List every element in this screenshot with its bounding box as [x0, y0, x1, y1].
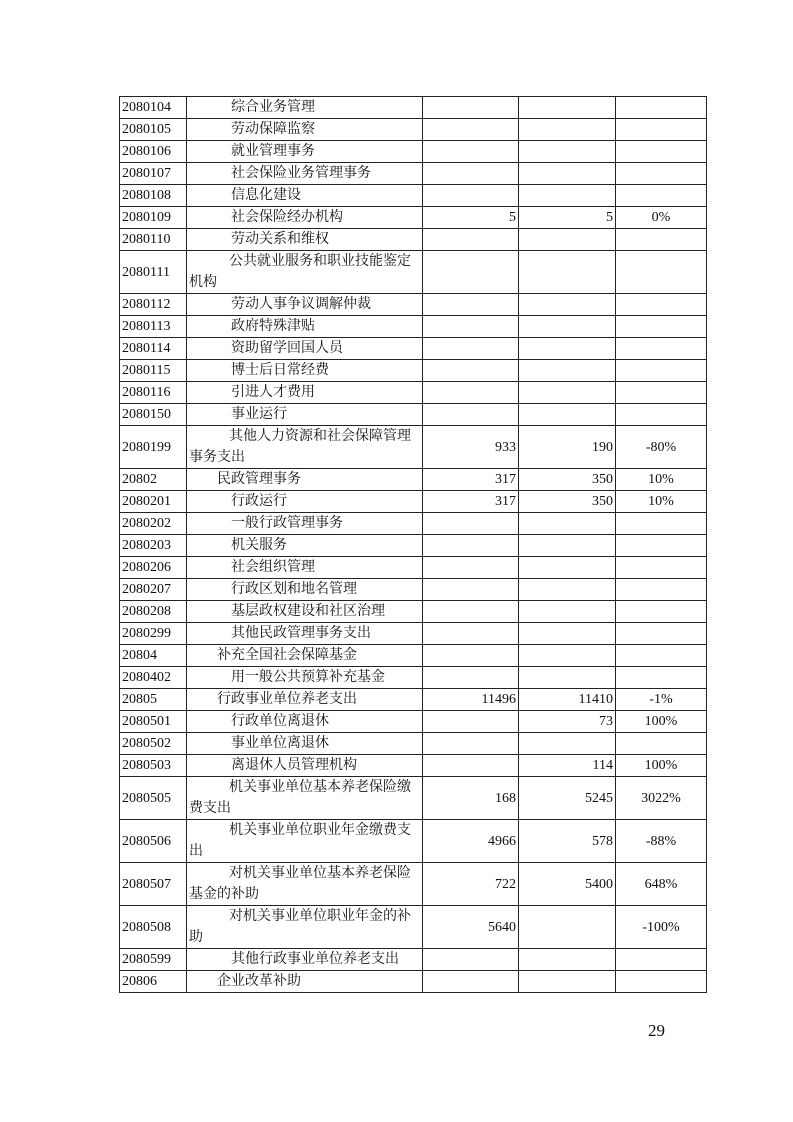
- table-row: [120, 360, 707, 382]
- account-name-cell: [187, 491, 423, 513]
- prior-amount-cell: 933: [423, 426, 519, 469]
- account-code-cell: 2080507: [120, 863, 187, 906]
- account-name-cell: [187, 338, 423, 360]
- change-percent-cell: [616, 338, 707, 360]
- account-code-cell: 20805: [120, 689, 187, 711]
- current-amount-cell: [519, 601, 616, 623]
- table-row: [120, 338, 707, 360]
- table-row: [120, 119, 707, 141]
- current-amount-cell: [519, 185, 616, 207]
- current-amount-cell: [519, 251, 616, 294]
- prior-amount-cell: [423, 755, 519, 777]
- account-name-cell: [187, 141, 423, 163]
- table-row: [120, 645, 707, 667]
- change-percent-cell: [616, 535, 707, 557]
- change-percent-cell: 100%: [616, 755, 707, 777]
- prior-amount-cell: [423, 579, 519, 601]
- current-amount-cell: [519, 733, 616, 755]
- prior-amount-cell: 11496: [423, 689, 519, 711]
- change-percent-cell: -1%: [616, 689, 707, 711]
- account-name-text: 引进人才费用: [231, 385, 315, 400]
- change-percent-cell: 648%: [616, 863, 707, 906]
- account-name-text: 离退休人员管理机构: [231, 758, 357, 773]
- current-amount-cell: 11410: [519, 689, 616, 711]
- change-percent-cell: [616, 949, 707, 971]
- account-name-cell: [187, 229, 423, 251]
- account-code-cell: 2080501: [120, 711, 187, 733]
- change-percent-cell: [616, 360, 707, 382]
- table-row: [120, 601, 707, 623]
- account-name-text: 事业运行: [231, 407, 287, 422]
- current-amount-cell: [519, 316, 616, 338]
- account-name-text: 社会保险经办机构: [231, 210, 343, 225]
- account-code-cell: 2080113: [120, 316, 187, 338]
- account-name-text: 社会保险业务管理事务: [231, 166, 371, 181]
- current-amount-cell: 350: [519, 469, 616, 491]
- current-amount-cell: 73: [519, 711, 616, 733]
- account-name-cell: [187, 557, 423, 579]
- account-name-cell: [187, 820, 423, 863]
- change-percent-cell: [616, 163, 707, 185]
- prior-amount-cell: [423, 163, 519, 185]
- account-code-cell: 2080114: [120, 338, 187, 360]
- current-amount-cell: [519, 906, 616, 949]
- prior-amount-cell: 168: [423, 777, 519, 820]
- change-percent-cell: -80%: [616, 426, 707, 469]
- account-code-cell: 20804: [120, 645, 187, 667]
- account-name-text: 机关服务: [231, 538, 287, 553]
- current-amount-cell: 114: [519, 755, 616, 777]
- account-code-cell: 2080208: [120, 601, 187, 623]
- account-name-text: 一般行政管理事务: [231, 516, 343, 531]
- change-percent-cell: [616, 601, 707, 623]
- account-name-text: 政府特殊津贴: [231, 319, 315, 334]
- prior-amount-cell: [423, 404, 519, 426]
- account-code-cell: 2080299: [120, 623, 187, 645]
- account-code-cell: 2080508: [120, 906, 187, 949]
- account-name-cell: [187, 404, 423, 426]
- account-name-text: 信息化建设: [231, 188, 301, 203]
- account-name-text: 其他人力资源和社会保障管理事务支出: [189, 429, 411, 465]
- account-name-cell: [187, 601, 423, 623]
- current-amount-cell: 5: [519, 207, 616, 229]
- account-code-cell: 2080203: [120, 535, 187, 557]
- account-name-cell: [187, 971, 423, 993]
- table-row: [120, 755, 707, 777]
- table-row: [120, 185, 707, 207]
- account-code-cell: 2080104: [120, 97, 187, 119]
- change-percent-cell: [616, 229, 707, 251]
- account-name-cell: [187, 97, 423, 119]
- change-percent-cell: [616, 141, 707, 163]
- table-row: [120, 163, 707, 185]
- prior-amount-cell: [423, 119, 519, 141]
- account-name-text: 民政管理事务: [217, 472, 301, 487]
- account-code-cell: 2080105: [120, 119, 187, 141]
- table-row: [120, 820, 707, 863]
- account-code-cell: 2080111: [120, 251, 187, 294]
- current-amount-cell: [519, 645, 616, 667]
- account-name-cell: [187, 579, 423, 601]
- account-code-cell: 2080110: [120, 229, 187, 251]
- account-code-cell: 2080199: [120, 426, 187, 469]
- current-amount-cell: [519, 535, 616, 557]
- prior-amount-cell: [423, 601, 519, 623]
- table-row: [120, 863, 707, 906]
- account-name-text: 其他民政管理事务支出: [231, 626, 371, 641]
- account-name-cell: [187, 426, 423, 469]
- account-name-cell: [187, 360, 423, 382]
- account-code-cell: 2080505: [120, 777, 187, 820]
- account-code-cell: 2080502: [120, 733, 187, 755]
- account-name-text: 行政单位离退休: [231, 714, 329, 729]
- account-name-text: 行政运行: [231, 494, 287, 509]
- table-row: [120, 251, 707, 294]
- account-name-cell: [187, 623, 423, 645]
- table-row: [120, 733, 707, 755]
- account-code-cell: 2080506: [120, 820, 187, 863]
- current-amount-cell: [519, 119, 616, 141]
- current-amount-cell: [519, 949, 616, 971]
- table-row: [120, 513, 707, 535]
- account-name-text: 综合业务管理: [231, 100, 315, 115]
- change-percent-cell: [616, 294, 707, 316]
- account-name-text: 社会组织管理: [231, 560, 315, 575]
- change-percent-cell: 10%: [616, 469, 707, 491]
- account-name-cell: [187, 667, 423, 689]
- table-row: [120, 229, 707, 251]
- change-percent-cell: [616, 119, 707, 141]
- account-name-cell: [187, 906, 423, 949]
- account-code-cell: 2080106: [120, 141, 187, 163]
- change-percent-cell: [616, 97, 707, 119]
- account-name-cell: [187, 469, 423, 491]
- account-code-cell: 2080202: [120, 513, 187, 535]
- change-percent-cell: [616, 404, 707, 426]
- current-amount-cell: [519, 338, 616, 360]
- prior-amount-cell: [423, 645, 519, 667]
- account-name-cell: [187, 207, 423, 229]
- table-row: [120, 426, 707, 469]
- account-code-cell: 2080207: [120, 579, 187, 601]
- budget-expenditure-table: [119, 96, 707, 993]
- table-body: [120, 97, 707, 993]
- prior-amount-cell: [423, 711, 519, 733]
- current-amount-cell: [519, 97, 616, 119]
- account-name-cell: [187, 119, 423, 141]
- page-number: 29: [648, 1021, 665, 1040]
- account-code-cell: 2080599: [120, 949, 187, 971]
- account-code-cell: 2080108: [120, 185, 187, 207]
- change-percent-cell: [616, 579, 707, 601]
- current-amount-cell: 5245: [519, 777, 616, 820]
- change-percent-cell: 10%: [616, 491, 707, 513]
- current-amount-cell: [519, 229, 616, 251]
- account-name-text: 资助留学回国人员: [231, 341, 343, 356]
- prior-amount-cell: [423, 185, 519, 207]
- account-code-cell: 2080206: [120, 557, 187, 579]
- account-code-cell: 2080402: [120, 667, 187, 689]
- prior-amount-cell: 4966: [423, 820, 519, 863]
- account-name-text: 基层政权建设和社区治理: [231, 604, 385, 619]
- current-amount-cell: [519, 971, 616, 993]
- account-code-cell: 2080150: [120, 404, 187, 426]
- account-name-text: 机关事业单位职业年金缴费支出: [189, 823, 411, 859]
- prior-amount-cell: [423, 557, 519, 579]
- prior-amount-cell: 5: [423, 207, 519, 229]
- table-row: [120, 316, 707, 338]
- prior-amount-cell: [423, 949, 519, 971]
- account-name-cell: [187, 733, 423, 755]
- current-amount-cell: [519, 557, 616, 579]
- current-amount-cell: [519, 513, 616, 535]
- table-row: [120, 469, 707, 491]
- prior-amount-cell: [423, 382, 519, 404]
- prior-amount-cell: [423, 667, 519, 689]
- prior-amount-cell: [423, 513, 519, 535]
- account-code-cell: 2080107: [120, 163, 187, 185]
- prior-amount-cell: [423, 141, 519, 163]
- current-amount-cell: 5400: [519, 863, 616, 906]
- account-name-text: 对机关事业单位职业年金的补助: [189, 909, 411, 945]
- change-percent-cell: [616, 645, 707, 667]
- account-name-text: 补充全国社会保障基金: [217, 648, 357, 663]
- prior-amount-cell: [423, 971, 519, 993]
- account-name-cell: [187, 294, 423, 316]
- table-row: [120, 623, 707, 645]
- change-percent-cell: -100%: [616, 906, 707, 949]
- table-row: [120, 294, 707, 316]
- account-name-text: 对机关事业单位基本养老保险基金的补助: [189, 866, 411, 902]
- current-amount-cell: [519, 163, 616, 185]
- table-row: [120, 141, 707, 163]
- prior-amount-cell: [423, 338, 519, 360]
- account-name-text: 机关事业单位基本养老保险缴费支出: [189, 780, 411, 816]
- prior-amount-cell: [423, 623, 519, 645]
- prior-amount-cell: [423, 360, 519, 382]
- change-percent-cell: [616, 557, 707, 579]
- account-name-text: 博士后日常经费: [231, 363, 329, 378]
- account-name-cell: [187, 382, 423, 404]
- account-name-text: 行政事业单位养老支出: [217, 692, 357, 707]
- current-amount-cell: [519, 360, 616, 382]
- prior-amount-cell: 317: [423, 469, 519, 491]
- table-row: [120, 97, 707, 119]
- change-percent-cell: [616, 667, 707, 689]
- table-row: [120, 667, 707, 689]
- prior-amount-cell: [423, 316, 519, 338]
- account-name-cell: [187, 755, 423, 777]
- account-code-cell: 2080109: [120, 207, 187, 229]
- account-name-text: 劳动关系和维权: [231, 232, 329, 247]
- current-amount-cell: 350: [519, 491, 616, 513]
- account-name-text: 企业改革补助: [217, 974, 301, 989]
- account-name-cell: [187, 513, 423, 535]
- prior-amount-cell: 5640: [423, 906, 519, 949]
- change-percent-cell: 100%: [616, 711, 707, 733]
- account-name-cell: [187, 689, 423, 711]
- change-percent-cell: [616, 382, 707, 404]
- account-code-cell: 2080116: [120, 382, 187, 404]
- change-percent-cell: [616, 971, 707, 993]
- account-name-cell: [187, 777, 423, 820]
- prior-amount-cell: 722: [423, 863, 519, 906]
- account-code-cell: 2080112: [120, 294, 187, 316]
- prior-amount-cell: [423, 97, 519, 119]
- change-percent-cell: [616, 733, 707, 755]
- change-percent-cell: [616, 316, 707, 338]
- account-name-cell: [187, 185, 423, 207]
- table-row: [120, 689, 707, 711]
- table-row: [120, 579, 707, 601]
- account-name-cell: [187, 535, 423, 557]
- table-row: [120, 382, 707, 404]
- table-row: [120, 491, 707, 513]
- account-name-cell: [187, 863, 423, 906]
- prior-amount-cell: [423, 535, 519, 557]
- current-amount-cell: [519, 667, 616, 689]
- account-code-cell: 20802: [120, 469, 187, 491]
- prior-amount-cell: [423, 733, 519, 755]
- account-name-cell: [187, 316, 423, 338]
- current-amount-cell: [519, 623, 616, 645]
- change-percent-cell: 3022%: [616, 777, 707, 820]
- account-code-cell: 2080201: [120, 491, 187, 513]
- current-amount-cell: [519, 294, 616, 316]
- current-amount-cell: 190: [519, 426, 616, 469]
- current-amount-cell: 578: [519, 820, 616, 863]
- change-percent-cell: [616, 251, 707, 294]
- account-name-text: 事业单位离退休: [231, 736, 329, 751]
- change-percent-cell: [616, 513, 707, 535]
- table-row: [120, 207, 707, 229]
- account-code-cell: 2080115: [120, 360, 187, 382]
- change-percent-cell: [616, 623, 707, 645]
- current-amount-cell: [519, 382, 616, 404]
- table-row: [120, 557, 707, 579]
- change-percent-cell: [616, 185, 707, 207]
- prior-amount-cell: [423, 251, 519, 294]
- table-row: [120, 404, 707, 426]
- table-row: [120, 906, 707, 949]
- account-name-cell: [187, 251, 423, 294]
- table-row: [120, 971, 707, 993]
- account-name-text: 公共就业服务和职业技能鉴定机构: [189, 254, 411, 290]
- account-name-text: 劳动保障监察: [231, 122, 315, 137]
- current-amount-cell: [519, 141, 616, 163]
- account-name-cell: [187, 163, 423, 185]
- change-percent-cell: -88%: [616, 820, 707, 863]
- table-row: [120, 535, 707, 557]
- account-code-cell: 20806: [120, 971, 187, 993]
- prior-amount-cell: [423, 229, 519, 251]
- prior-amount-cell: 317: [423, 491, 519, 513]
- account-name-text: 就业管理事务: [231, 144, 315, 159]
- account-name-cell: [187, 645, 423, 667]
- table-row: [120, 949, 707, 971]
- prior-amount-cell: [423, 294, 519, 316]
- account-name-text: 用一般公共预算补充基金: [231, 670, 385, 685]
- current-amount-cell: [519, 579, 616, 601]
- account-name-text: 其他行政事业单位养老支出: [231, 952, 399, 967]
- account-name-cell: [187, 949, 423, 971]
- account-name-text: 行政区划和地名管理: [231, 582, 357, 597]
- current-amount-cell: [519, 404, 616, 426]
- account-name-cell: [187, 711, 423, 733]
- account-code-cell: 2080503: [120, 755, 187, 777]
- table-row: [120, 711, 707, 733]
- account-name-text: 劳动人事争议调解仲裁: [231, 297, 371, 312]
- change-percent-cell: 0%: [616, 207, 707, 229]
- table-row: [120, 777, 707, 820]
